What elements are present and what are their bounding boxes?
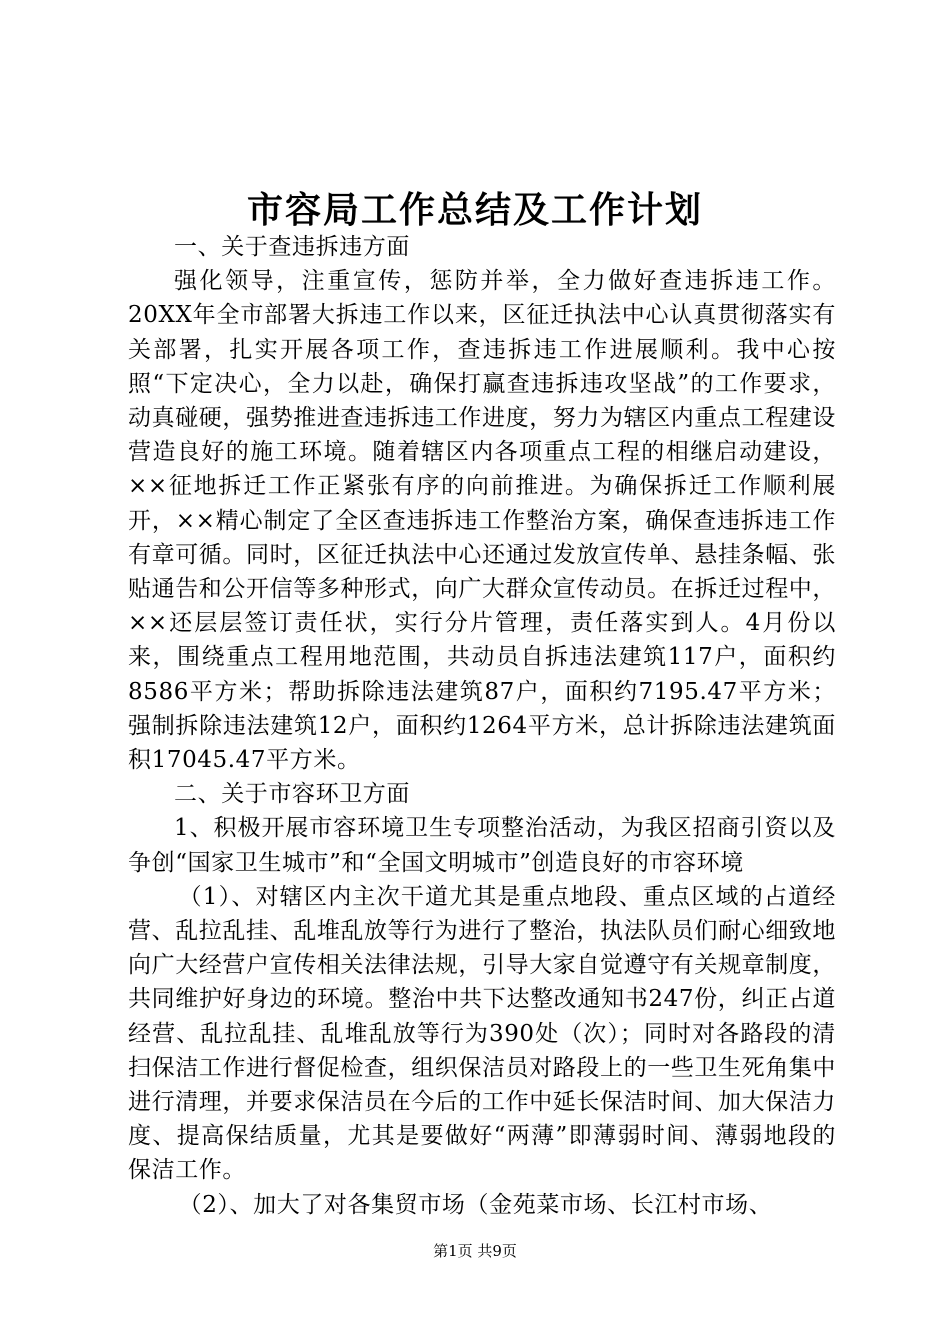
section-heading-2: 二、关于市容环卫方面 xyxy=(174,781,410,808)
paragraph-subitem-2: （2）、加大了对各集贸市场（金苑菜市场、长江村市场、 xyxy=(178,1191,773,1218)
document-body xyxy=(128,230,836,1222)
page-footer: 第1页 共9页 xyxy=(433,1242,517,1260)
document-title: 市容局工作总结及工作计划 xyxy=(246,189,703,231)
paragraph-item-1: 1、积极开展市容环境卫生专项整治活动，为我区招商引资以及争创“国家卫生城市”和“全国文明城市”创造良好的市容环境 xyxy=(128,815,836,876)
section-heading-1: 一、关于查违拆违方面 xyxy=(174,234,410,260)
paragraph-demolition: 强化领导，注重宣传，惩防并举，全力做好查违拆违工作。20XX年全市部署大拆违工作以来，区征迁执法中心认真贯彻落实有关部署，扎实开展各项工作，查违拆违工作进展顺利。我中心按照“下定决心，全力以赴，确保打赢查违拆违攻坚战”的工作要求，动真碰硬，强势推进查违拆违工作进度，努力为辖区内重点工程建设营造良好的施工环境。随着辖区内各项重点工程的相继启动建设，××征地拆迁工作正紧张有序的向前推进。为确保拆迁工作顺利展开，××精心制定了全区查违拆违工作整治方案，确保查违拆违工作有章可循。同时，区征迁执法中心还通过发放宣传单、悬挂条幅、张贴通告和公开信等多种形式，向广大群众宣传动员。在拆迁过程中，××还层层签订责任状，实行分片管理，责任落实到人。4月份以来，围绕重点工程用地范围，共动员自拆违法建筑117户，面积约8586平方米；帮助拆除违法建筑87户，面积约7195.47平方米；强制拆除违法建筑12户，面积约1264平方米，总计拆除违法建筑面积17045.47平方米。 xyxy=(128,268,836,774)
paragraph-subitem-1: （1）、对辖区内主次干道尤其是重点地段、重点区域的占道经营、乱拉乱挂、乱堆乱放等行为进行了整治，执法队员们耐心细致地向广大经营户宣传相关法律法规，引导大家自觉遵守有关规章制度，共同维护好身边的环境。整治中共下达整改通知书247份，纠正占道经营、乱拉乱挂、乱堆乱放等行为390处（次）；同时对各路段的清扫保洁工作进行督促检查，组织保洁员对路段上的一些卫生死角集中进行清理，并要求保洁员在今后的工作中延长保洁时间、加大保洁力度、提高保结质量，尤其是要做好“两薄”即薄弱时间、薄弱地段的保洁工作。 xyxy=(128,883,836,1184)
